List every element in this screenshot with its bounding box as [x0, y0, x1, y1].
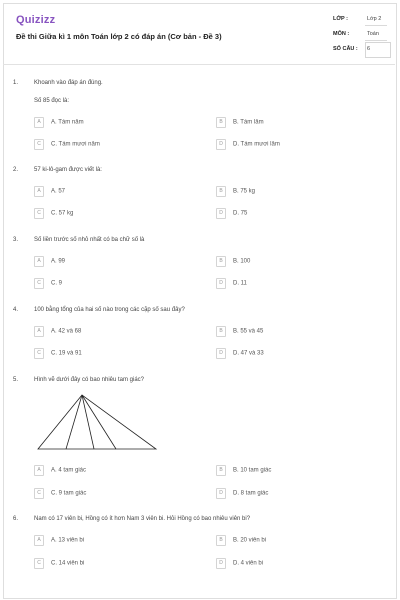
option-c[interactable]: C C. 19 và 91: [34, 348, 82, 359]
question-number: 1.: [13, 80, 19, 86]
worksheet-title: Đề thi Giữa kì 1 môn Toán lớp 2 có đáp án (Cơ bản - Đề 3): [16, 32, 222, 41]
triangle-figure: [36, 393, 160, 453]
option-a[interactable]: A A. 4 tam giác: [34, 465, 86, 476]
option-a[interactable]: A A. 13 viên bi: [34, 535, 84, 546]
option-c[interactable]: C C. 9: [34, 278, 62, 289]
option-a[interactable]: A A. 57: [34, 186, 65, 197]
option-d[interactable]: D D. 11: [216, 278, 247, 289]
question-subtext: Số 85 đọc là:: [34, 98, 70, 104]
question-text: 100 bằng tổng của hai số nào trong các cặp số sau đây?: [34, 307, 185, 313]
option-c[interactable]: C C. 57 kg: [34, 208, 73, 219]
inner-line-1: [66, 395, 82, 449]
meta-count-label: SỐ CÂU :: [333, 46, 358, 52]
option-a[interactable]: A A. 99: [34, 256, 65, 267]
question-text: Khoanh vào đáp án đúng.: [34, 80, 103, 86]
option-d[interactable]: D D. 8 tam giác: [216, 488, 268, 499]
meta-subject-value: Toán: [367, 31, 379, 37]
option-a[interactable]: A A. Tám năm: [34, 117, 84, 128]
option-c[interactable]: C C. Tám mươi năm: [34, 139, 100, 150]
option-b[interactable]: B B. Tám lăm: [216, 117, 264, 128]
page-frame: [3, 3, 397, 599]
question-number: 6.: [13, 516, 19, 522]
question-number: 3.: [13, 237, 19, 243]
question-text: Số liền trước số nhỏ nhất có ba chữ số là: [34, 237, 145, 243]
option-c[interactable]: C C. 9 tam giác: [34, 488, 86, 499]
meta-subject-label: MÔN :: [333, 31, 350, 37]
meta-class-value: Lớp 2: [367, 16, 382, 22]
option-d[interactable]: D D. 75: [216, 208, 247, 219]
meta-count-value: 6: [367, 46, 371, 52]
question-number: 4.: [13, 307, 19, 313]
question-number: 5.: [13, 377, 19, 383]
option-c[interactable]: C C. 14 viên bi: [34, 558, 84, 569]
outer-triangle: [38, 395, 156, 449]
question-text: Hình vẽ dưới đây có bao nhiêu tam giác?: [34, 377, 145, 383]
option-d[interactable]: D D. 47 và 33: [216, 348, 264, 359]
option-b[interactable]: B B. 20 viên bi: [216, 535, 266, 546]
option-b[interactable]: B B. 55 và 45: [216, 326, 263, 337]
option-b[interactable]: B B. 75 kg: [216, 186, 255, 197]
quizizz-logo: Quizizz: [16, 14, 56, 26]
option-d[interactable]: D D. Tám mươi lăm: [216, 139, 280, 150]
header-divider: [3, 64, 395, 65]
option-b[interactable]: B B. 10 tam giác: [216, 465, 271, 476]
question-text: 57 ki-lô-gam được viết là:: [34, 167, 102, 173]
option-b[interactable]: B B. 100: [216, 256, 250, 267]
meta-class-label: LỚP :: [333, 16, 348, 22]
question-number: 2.: [13, 167, 19, 173]
inner-line-2: [82, 395, 94, 449]
question-text: Nam có 17 viên bi, Hồng có ít hơn Nam 3 viên bi. Hỏi Hồng có bao nhiêu viên bi?: [34, 516, 251, 522]
option-a[interactable]: A A. 42 và 68: [34, 326, 81, 337]
inner-line-3: [82, 395, 116, 449]
option-d[interactable]: D D. 4 viên bi: [216, 558, 263, 569]
